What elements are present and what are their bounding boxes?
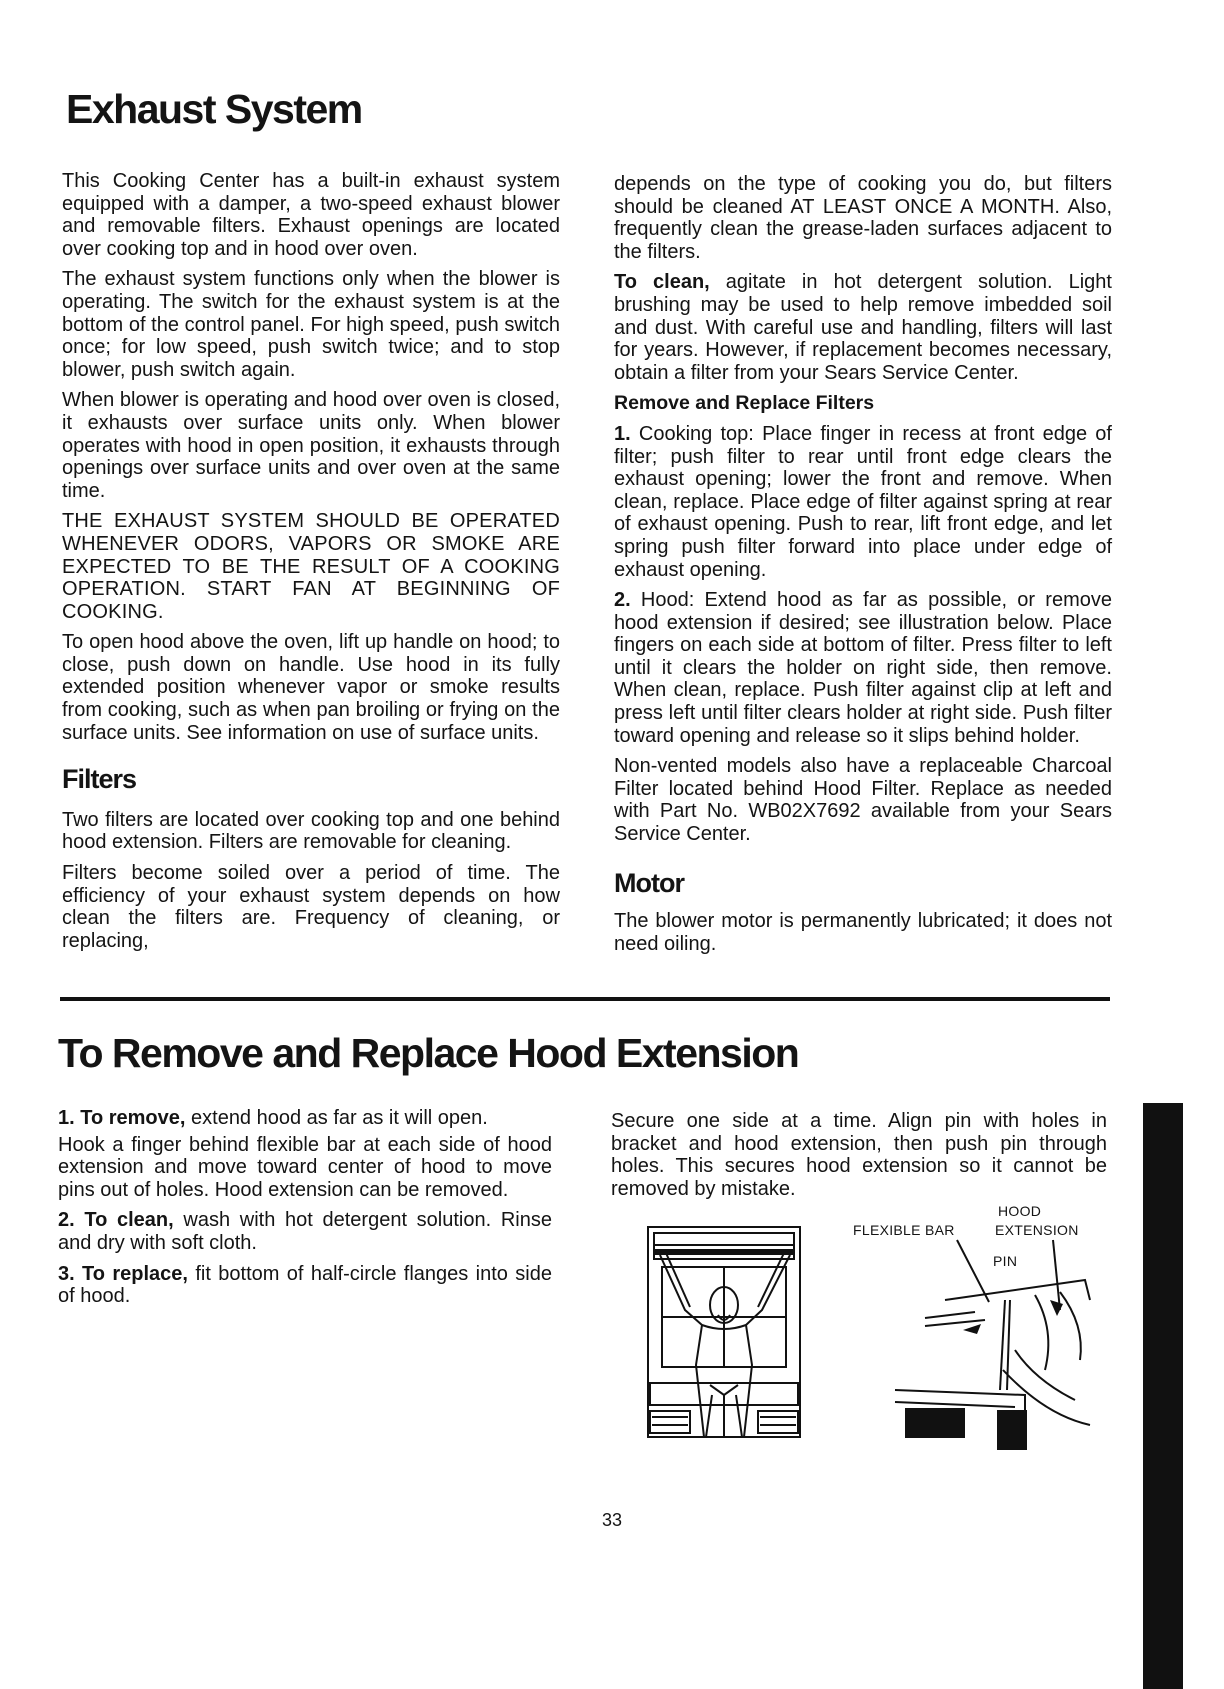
section-divider [60, 997, 1110, 1001]
extension-label: EXTENSION [995, 1222, 1079, 1238]
pin-leader-line [1053, 1240, 1060, 1310]
hood-step-1-detail: Hook a finger behind flexible bar at each side of hood extension and move toward center of hood to move pins out of holes. Hood extension can be removed. [58, 1133, 552, 1201]
hood-right-column [611, 1110, 1107, 1208]
hood-step-3: 3. To replace, fit bottom of half-circle flanges into side of hood. [58, 1262, 552, 1308]
section-title-hood-extension: To Remove and Replace Hood Extension [58, 1030, 799, 1076]
exhaust-right-column [614, 173, 1112, 963]
charcoal-filter-paragraph: Non-vented models also have a replaceable Charcoal Filter located behind Hood Filter. Replace as needed with Part No. WB02X7692 available from your Sears Service Center. [614, 755, 1112, 846]
exhaust-operation-paragraph: The exhaust system functions only when the blower is operating. The switch for the exhaust system is at the bottom of the control panel. For high speed, push switch once; for low speed, push switch twice; and to stop blower, push switch again. [62, 268, 560, 381]
exhaust-intro-paragraph: This Cooking Center has a built-in exhaust system equipped with a damper, a two-speed exhaust blower and removable filters. Exhaust openings are located over cooking top and in hood over oven. [62, 170, 560, 260]
exhaust-open-hood-paragraph: To open hood above the oven, lift up handle on hood; to close, push down on handle. Use hood in its fully extended position whenever vapor or smoke results from cooking, such as when pan broiling or frying on the surface units. See information on use of surface units. [62, 631, 560, 744]
filters-step-2: 2. Hood: Extend hood as far as possible, or remove hood extension if desired; see illustration below. Place fingers on each side at bottom of filter. Press filter to left until it clears the holder on right side, then remove. When clean, replace. Push filter against clip at left and press left until filter clears holder at right side. Push filter toward opening and release so it slips behind holder. [614, 589, 1112, 747]
hood-removal-illustration [640, 1215, 810, 1440]
exhaust-hood-paragraph: When blower is operating and hood over oven is closed, it exhausts over surface units only. When blower operates with hood in open position, it exhausts through openings over surface units and over oven at the same time. [62, 389, 560, 502]
section-title-motor: Motor [614, 867, 684, 898]
flexible-bar-pin-illustration [885, 1240, 1110, 1455]
hood-step-1: 1. To remove, extend hood as far as it will open. [58, 1107, 488, 1129]
filters-frequency-paragraph: depends on the type of cooking you do, but filters should be cleaned AT LEAST ONCE A MONTH. Also, frequently clean the grease-laden surfaces adjacent to the filters. [614, 173, 1112, 263]
filters-step-1: 1. Cooking top: Place finger in recess at front edge of filter; push filter to rear until front edge clears the exhaust opening; lower the front and remove. When clean, replace. Place edge of filter against spring at rear of exhaust opening. Push to rear, lift front edge, and let spring push filter forward into place under edge of exhaust opening. [614, 422, 1112, 581]
hood-left-column [58, 1107, 552, 1316]
filters-location-paragraph: Two filters are located over cooking top and one behind hood extension. Filters are removable for cleaning. [62, 808, 560, 854]
filters-clean-paragraph: To clean, agitate in hot detergent solution. Light brushing may be used to help remove imbedded soil and dust. With careful use and handling, filters will last for years. However, if replacement becomes necessary, obtain a filter from your Sears Service Center. [614, 271, 1112, 384]
section-title-filters: Filters [62, 764, 137, 795]
flexible-bar-leader-line [957, 1240, 989, 1302]
motor-paragraph: The blower motor is permanently lubricated; it does not need oiling. [614, 910, 1112, 955]
filters-clean-label: To clean, [614, 271, 710, 294]
page-number: 33 [601, 1510, 623, 1530]
page-edge-tab [1143, 1103, 1183, 1689]
exhaust-warning-paragraph: THE EXHAUST SYSTEM SHOULD BE OPERATED WHENEVER ODORS, VAPORS OR SMOKE ARE EXPECTED TO BE THE RESULT OF A COOKING OPERATION. START FAN AT BEGINNING OF COOKING. [62, 510, 560, 623]
flexible-bar-label: FLEXIBLE BAR [853, 1222, 955, 1238]
hood-label: HOOD [998, 1203, 1042, 1219]
section-title-exhaust-system: Exhaust System [66, 86, 362, 132]
pin-label: PIN [993, 1253, 1018, 1269]
exhaust-left-column [62, 170, 560, 960]
filters-soiled-paragraph: Filters become soiled over a period of time. The efficiency of your exhaust system depends on how clean the filters are. Frequency of cleaning, or replacing, [62, 862, 560, 952]
hood-step-2: 2. To clean, wash with hot detergent solution. Rinse and dry with soft cloth. [58, 1209, 552, 1254]
remove-replace-filters-heading: Remove and Replace Filters [614, 392, 875, 415]
hood-secure-paragraph: Secure one side at a time. Align pin with holes in bracket and hood extension, then push pin through holes. This secures hood extension so it cannot be removed by mistake. [611, 1110, 1107, 1200]
